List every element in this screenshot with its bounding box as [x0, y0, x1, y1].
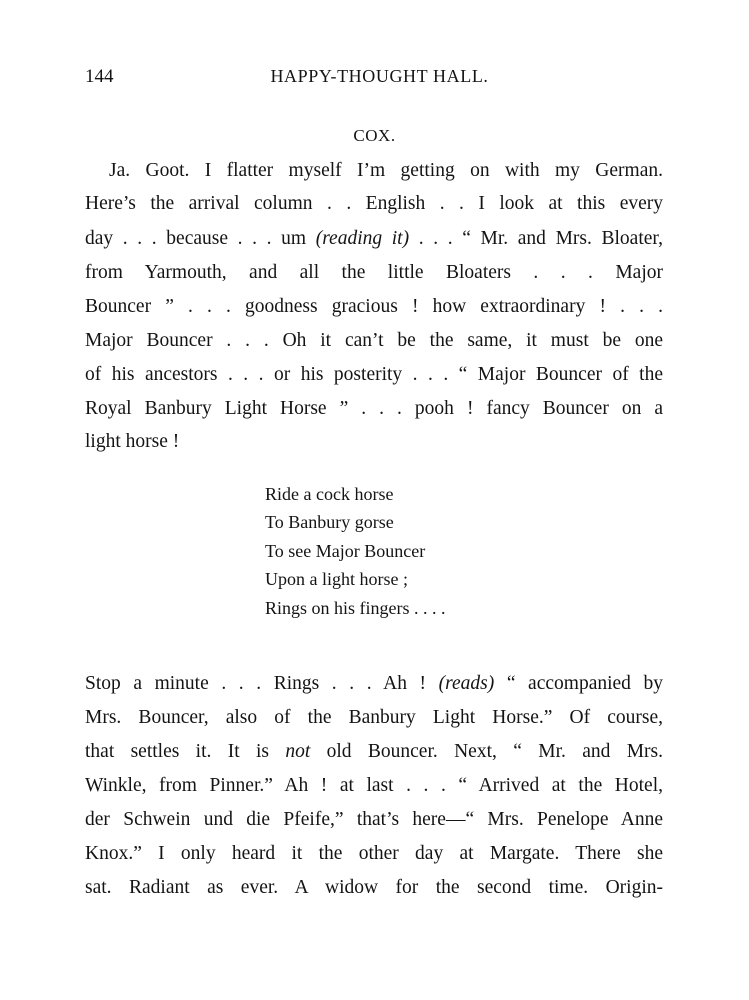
- text-line: Ja. Goot. I flatter myself I’m getting on with my German.: [109, 160, 663, 181]
- text-line: Bouncer ” . . . goodness gracious ! how extraordinary ! . . .: [85, 296, 663, 317]
- text-line: light horse !: [85, 431, 180, 452]
- text-line: der Schwein und die Pfeife,” that’s here—“ Mrs. Penelope Anne: [85, 809, 663, 830]
- text-line: Royal Banbury Light Horse ” . . . pooh ! fancy Bouncer on a: [85, 398, 663, 419]
- verse-line: Rings on his fingers . . . .: [265, 598, 446, 618]
- running-title: HAPPY-THOUGHT HALL.: [270, 66, 489, 86]
- page-number: 144: [85, 66, 114, 87]
- text-line: sat. Radiant as ever. A widow for the second time. Origin-: [85, 877, 663, 898]
- speaker-heading: COX.: [353, 126, 396, 145]
- verse-line: To Banbury gorse: [265, 512, 394, 532]
- text-line: day . . . because . . . um (reading it) . . . “ Mr. and Mrs. Bloater,: [85, 228, 663, 249]
- text-line: Knox.” I only heard it the other day at Margate. There she: [85, 843, 663, 864]
- text-line: Here’s the arrival column . . English . . I look at this every: [85, 193, 663, 214]
- verse-line: To see Major Bouncer: [265, 541, 426, 561]
- text-line: Winkle, from Pinner.” Ah ! at last . . . “ Arrived at the Hotel,: [85, 775, 663, 796]
- text-line: Major Bouncer . . . Oh it can’t be the same, it must be one: [85, 330, 663, 351]
- verse-line: Upon a light horse ;: [265, 569, 408, 589]
- text-line: Mrs. Bouncer, also of the Banbury Light Horse.” Of course,: [85, 707, 663, 728]
- text-line: Stop a minute . . . Rings . . . Ah ! (reads) “ accompanied by: [85, 673, 664, 694]
- verse-line: Ride a cock horse: [265, 484, 394, 504]
- text-line: that settles it. It is not old Bouncer. Next, “ Mr. and Mrs.: [85, 741, 664, 762]
- text-line: from Yarmouth, and all the little Bloaters . . . Major: [85, 262, 663, 283]
- text-line: of his ancestors . . . or his posterity . . . “ Major Bouncer of the: [85, 364, 663, 385]
